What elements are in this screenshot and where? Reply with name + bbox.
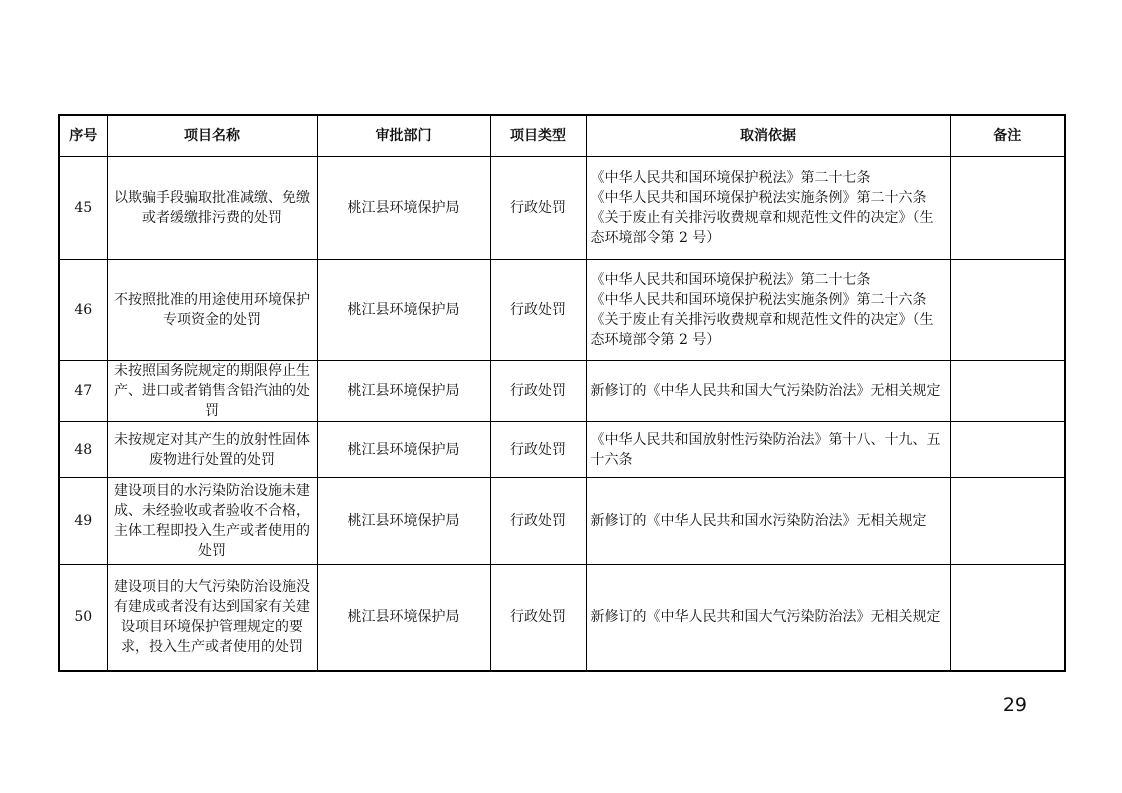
basis-line: 《关于废止有关排污收费规章和规范性文件的决定》（生态环境部令第 2 号） bbox=[590, 210, 934, 246]
basis-line: 《中华人民共和国环境保护税法实施条例》第二十六条 bbox=[590, 190, 927, 206]
basis-line: 新修订的《中华人民共和国大气污染防治法》无相关规定 bbox=[590, 609, 941, 626]
remarks bbox=[950, 565, 1065, 671]
row-number: 50 bbox=[59, 565, 107, 671]
project-name: 建设项目的大气污染防治设施没有建成或者没有达到国家有关建设项目环境保护管理规定的要求，投入生产或者使用的处罚 bbox=[107, 565, 317, 671]
table-header-row bbox=[59, 115, 1065, 157]
cancellation-table bbox=[58, 114, 1066, 672]
project-type: 行政处罚 bbox=[490, 361, 586, 422]
header-basis: 取消依据 bbox=[586, 115, 950, 157]
project-name: 以欺骗手段骗取批准减缴、免缴或者缓缴排污费的处罚 bbox=[107, 157, 317, 260]
cancellation-basis bbox=[586, 260, 950, 361]
table-row bbox=[59, 422, 1065, 478]
approval-department: 桃江县环境保护局 bbox=[317, 361, 490, 422]
basis-line: 《关于废止有关排污收费规章和规范性文件的决定》（生态环境部令第 2 号） bbox=[590, 312, 934, 348]
project-type: 行政处罚 bbox=[490, 565, 586, 671]
approval-department: 桃江县环境保护局 bbox=[317, 478, 490, 565]
project-name: 未按照国务院规定的期限停止生产、进口或者销售含铅汽油的处罚 bbox=[107, 361, 317, 422]
approval-department: 桃江县环境保护局 bbox=[317, 157, 490, 260]
project-name: 未按规定对其产生的放射性固体废物进行处置的处罚 bbox=[107, 422, 317, 478]
header-no: 序号 bbox=[59, 115, 107, 157]
project-type: 行政处罚 bbox=[490, 478, 586, 565]
project-name: 建设项目的水污染防治设施未建成、未经验收或者验收不合格，主体工程即投入生产或者使用的处罚 bbox=[107, 478, 317, 565]
project-type: 行政处罚 bbox=[490, 422, 586, 478]
basis-line: 新修订的《中华人民共和国大气污染防治法》无相关规定 bbox=[590, 383, 941, 399]
row-number: 47 bbox=[59, 361, 107, 422]
remarks bbox=[950, 422, 1065, 478]
table-row bbox=[59, 565, 1065, 671]
remarks bbox=[950, 157, 1065, 260]
remarks bbox=[950, 361, 1065, 422]
basis-line: 新修订的《中华人民共和国水污染防治法》无相关规定 bbox=[590, 513, 927, 529]
row-number: 48 bbox=[59, 422, 107, 478]
row-number: 49 bbox=[59, 478, 107, 565]
cancellation-basis bbox=[586, 361, 950, 422]
basis-line: 《中华人民共和国放射性污染防治法》第十八、十九、五十六条 bbox=[590, 431, 941, 468]
approval-department: 桃江县环境保护局 bbox=[317, 422, 490, 478]
table-row bbox=[59, 260, 1065, 361]
cancellation-basis bbox=[586, 565, 950, 671]
basis-line: 《中华人民共和国环境保护税法实施条例》第二十六条 bbox=[590, 292, 927, 308]
project-type: 行政处罚 bbox=[490, 260, 586, 361]
basis-line: 《中华人民共和国环境保护税法》第二十七条 bbox=[590, 272, 871, 288]
header-note: 备注 bbox=[950, 115, 1065, 157]
cancellation-basis bbox=[586, 478, 950, 565]
project-type: 行政处罚 bbox=[490, 157, 586, 260]
header-type: 项目类型 bbox=[490, 115, 586, 157]
header-dept: 审批部门 bbox=[317, 115, 490, 157]
table-row bbox=[59, 361, 1065, 422]
remarks bbox=[950, 260, 1065, 361]
page-number: 29 bbox=[1002, 694, 1027, 716]
cancellation-basis bbox=[586, 422, 950, 478]
approval-department: 桃江县环境保护局 bbox=[317, 565, 490, 671]
table-row bbox=[59, 157, 1065, 260]
project-name: 不按照批准的用途使用环境保护专项资金的处罚 bbox=[107, 260, 317, 361]
cancellation-basis bbox=[586, 157, 950, 260]
table-row bbox=[59, 478, 1065, 565]
row-number: 46 bbox=[59, 260, 107, 361]
row-number: 45 bbox=[59, 157, 107, 260]
approval-department: 桃江县环境保护局 bbox=[317, 260, 490, 361]
basis-line: 《中华人民共和国环境保护税法》第二十七条 bbox=[590, 170, 871, 186]
header-name: 项目名称 bbox=[107, 115, 317, 157]
remarks bbox=[950, 478, 1065, 565]
